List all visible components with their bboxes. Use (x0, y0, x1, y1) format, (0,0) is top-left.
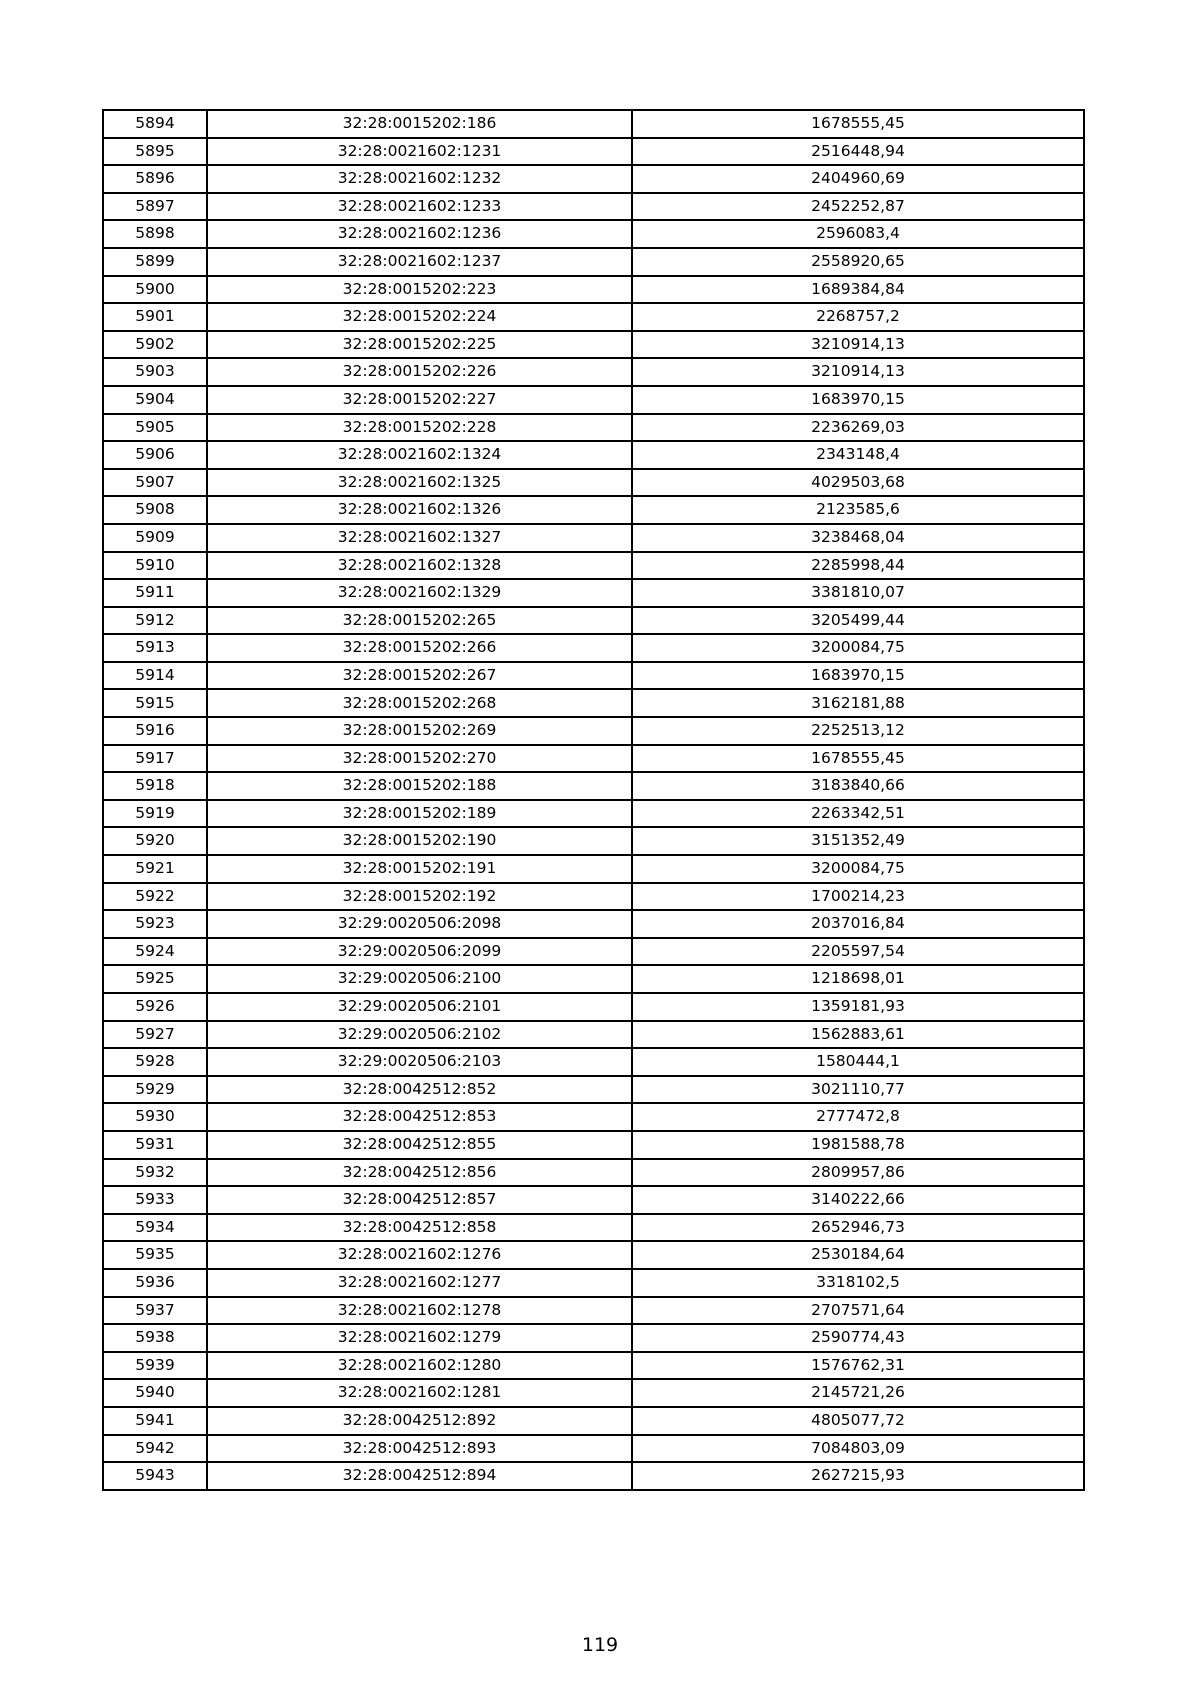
cadastral-value-cell: 3318102,5 (632, 1269, 1084, 1297)
cadastral-value-cell: 2452252,87 (632, 193, 1084, 221)
cadastral-value-cell: 3140222,66 (632, 1186, 1084, 1214)
cadastral-value-cell: 7084803,09 (632, 1435, 1084, 1463)
table-row (103, 717, 1084, 745)
cadastral-value-cell: 3183840,66 (632, 772, 1084, 800)
cadastral-number-cell: 32:28:0015202:265 (207, 607, 632, 635)
cadastral-number-cell: 32:29:0020506:2100 (207, 965, 632, 993)
cadastral-value-cell: 3162181,88 (632, 689, 1084, 717)
cadastral-number-cell: 32:28:0021602:1233 (207, 193, 632, 221)
table-row (103, 1131, 1084, 1159)
row-number-cell: 5905 (103, 414, 207, 442)
table-row (103, 496, 1084, 524)
row-number-cell: 5914 (103, 662, 207, 690)
table-row (103, 827, 1084, 855)
cadastral-number-cell: 32:28:0021602:1279 (207, 1324, 632, 1352)
row-number-cell: 5902 (103, 331, 207, 359)
table-row (103, 1021, 1084, 1049)
row-number-cell: 5939 (103, 1352, 207, 1380)
cadastral-value-cell: 3205499,44 (632, 607, 1084, 635)
table-row (103, 1241, 1084, 1269)
row-number-cell: 5907 (103, 469, 207, 497)
cadastral-value-cell: 3210914,13 (632, 358, 1084, 386)
cadastral-number-cell: 32:28:0021602:1329 (207, 579, 632, 607)
row-number-cell: 5933 (103, 1186, 207, 1214)
table-row (103, 800, 1084, 828)
cadastral-number-cell: 32:28:0042512:858 (207, 1214, 632, 1242)
cadastral-number-cell: 32:28:0021602:1325 (207, 469, 632, 497)
cadastral-number-cell: 32:28:0015202:269 (207, 717, 632, 745)
cadastral-number-cell: 32:28:0015202:225 (207, 331, 632, 359)
table-row (103, 414, 1084, 442)
row-number-cell: 5931 (103, 1131, 207, 1159)
cadastral-value-cell: 2516448,94 (632, 138, 1084, 166)
row-number-cell: 5898 (103, 220, 207, 248)
cadastral-value-cell: 2037016,84 (632, 910, 1084, 938)
table-row (103, 386, 1084, 414)
table-row (103, 883, 1084, 911)
cadastral-value-cell: 2590774,43 (632, 1324, 1084, 1352)
row-number-cell: 5904 (103, 386, 207, 414)
cadastral-value-cell: 1678555,45 (632, 110, 1084, 138)
row-number-cell: 5932 (103, 1159, 207, 1187)
cadastral-number-cell: 32:28:0042512:894 (207, 1462, 632, 1490)
cadastral-value-cell: 3210914,13 (632, 331, 1084, 359)
row-number-cell: 5918 (103, 772, 207, 800)
row-number-cell: 5895 (103, 138, 207, 166)
row-number-cell: 5916 (103, 717, 207, 745)
cadastral-number-cell: 32:28:0015202:192 (207, 883, 632, 911)
row-number-cell: 5903 (103, 358, 207, 386)
cadastral-value-cell: 2252513,12 (632, 717, 1084, 745)
table-row (103, 855, 1084, 883)
row-number-cell: 5897 (103, 193, 207, 221)
table-row (103, 965, 1084, 993)
cadastral-number-cell: 32:28:0015202:190 (207, 827, 632, 855)
cadastral-number-cell: 32:28:0042512:856 (207, 1159, 632, 1187)
cadastral-value-cell: 2268757,2 (632, 303, 1084, 331)
cadastral-number-cell: 32:29:0020506:2101 (207, 993, 632, 1021)
table-row (103, 689, 1084, 717)
cadastral-number-cell: 32:28:0021602:1237 (207, 248, 632, 276)
row-number-cell: 5917 (103, 745, 207, 773)
cadastral-number-cell: 32:28:0015202:268 (207, 689, 632, 717)
cadastral-value-cell: 1683970,15 (632, 662, 1084, 690)
cadastral-value-cell: 1678555,45 (632, 745, 1084, 773)
cadastral-value-cell: 1580444,1 (632, 1048, 1084, 1076)
row-number-cell: 5908 (103, 496, 207, 524)
row-number-cell: 5913 (103, 634, 207, 662)
table-row (103, 634, 1084, 662)
row-number-cell: 5938 (103, 1324, 207, 1352)
row-number-cell: 5919 (103, 800, 207, 828)
cadastral-value-cell: 2145721,26 (632, 1379, 1084, 1407)
table-row (103, 469, 1084, 497)
row-number-cell: 5942 (103, 1435, 207, 1463)
cadastral-number-cell: 32:28:0042512:853 (207, 1103, 632, 1131)
row-number-cell: 5923 (103, 910, 207, 938)
table-row (103, 662, 1084, 690)
table-row (103, 1462, 1084, 1490)
cadastral-value-cell: 2558920,65 (632, 248, 1084, 276)
table-row (103, 1048, 1084, 1076)
table-row (103, 1076, 1084, 1104)
row-number-cell: 5921 (103, 855, 207, 883)
cadastral-value-cell: 2809957,86 (632, 1159, 1084, 1187)
cadastral-number-cell: 32:29:0020506:2098 (207, 910, 632, 938)
cadastral-value-cell: 3200084,75 (632, 855, 1084, 883)
row-number-cell: 5925 (103, 965, 207, 993)
table-row (103, 1297, 1084, 1325)
row-number-cell: 5926 (103, 993, 207, 1021)
row-number-cell: 5909 (103, 524, 207, 552)
row-number-cell: 5924 (103, 938, 207, 966)
row-number-cell: 5912 (103, 607, 207, 635)
table-row (103, 938, 1084, 966)
table-row (103, 1379, 1084, 1407)
cadastral-number-cell: 32:28:0015202:186 (207, 110, 632, 138)
cadastral-number-cell: 32:28:0021602:1278 (207, 1297, 632, 1325)
cadastral-number-cell: 32:28:0015202:223 (207, 276, 632, 304)
table-row (103, 1269, 1084, 1297)
cadastral-value-cell: 2205597,54 (632, 938, 1084, 966)
table-row (103, 772, 1084, 800)
row-number-cell: 5900 (103, 276, 207, 304)
cadastral-value-cell: 2596083,4 (632, 220, 1084, 248)
table-body (103, 110, 1084, 1490)
row-number-cell: 5934 (103, 1214, 207, 1242)
table-row (103, 1407, 1084, 1435)
row-number-cell: 5928 (103, 1048, 207, 1076)
row-number-cell: 5929 (103, 1076, 207, 1104)
cadastral-number-cell: 32:28:0021602:1327 (207, 524, 632, 552)
cadastral-number-cell: 32:28:0015202:228 (207, 414, 632, 442)
cadastral-number-cell: 32:28:0021602:1281 (207, 1379, 632, 1407)
cadastral-value-cell: 4805077,72 (632, 1407, 1084, 1435)
table-row (103, 524, 1084, 552)
cadastral-value-cell: 4029503,68 (632, 469, 1084, 497)
row-number-cell: 5935 (103, 1241, 207, 1269)
cadastral-number-cell: 32:28:0042512:857 (207, 1186, 632, 1214)
cadastral-value-cell: 3021110,77 (632, 1076, 1084, 1104)
cadastral-number-cell: 32:28:0015202:226 (207, 358, 632, 386)
cadastral-value-cell: 1359181,93 (632, 993, 1084, 1021)
table-row (103, 993, 1084, 1021)
cadastral-number-cell: 32:28:0015202:227 (207, 386, 632, 414)
table-row (103, 193, 1084, 221)
table-row (103, 441, 1084, 469)
row-number-cell: 5927 (103, 1021, 207, 1049)
table-row (103, 303, 1084, 331)
row-number-cell: 5910 (103, 552, 207, 580)
cadastral-number-cell: 32:28:0015202:224 (207, 303, 632, 331)
cadastral-number-cell: 32:28:0021602:1276 (207, 1241, 632, 1269)
table-row (103, 110, 1084, 138)
row-number-cell: 5922 (103, 883, 207, 911)
cadastral-value-cell: 3238468,04 (632, 524, 1084, 552)
row-number-cell: 5937 (103, 1297, 207, 1325)
row-number-cell: 5899 (103, 248, 207, 276)
table-row (103, 1186, 1084, 1214)
table-row (103, 276, 1084, 304)
row-number-cell: 5911 (103, 579, 207, 607)
cadastral-number-cell: 32:28:0021602:1231 (207, 138, 632, 166)
cadastral-value-cell: 3200084,75 (632, 634, 1084, 662)
cadastral-number-cell: 32:28:0021602:1280 (207, 1352, 632, 1380)
cadastral-number-cell: 32:28:0042512:852 (207, 1076, 632, 1104)
cadastral-number-cell: 32:29:0020506:2099 (207, 938, 632, 966)
cadastral-value-cell: 2404960,69 (632, 165, 1084, 193)
cadastral-number-cell: 32:28:0042512:893 (207, 1435, 632, 1463)
cadastral-value-cell: 2236269,03 (632, 414, 1084, 442)
row-number-cell: 5940 (103, 1379, 207, 1407)
cadastral-number-cell: 32:28:0042512:855 (207, 1131, 632, 1159)
row-number-cell: 5930 (103, 1103, 207, 1131)
table-row (103, 552, 1084, 580)
table-row (103, 579, 1084, 607)
cadastral-value-cell: 1683970,15 (632, 386, 1084, 414)
cadastral-value-cell: 2263342,51 (632, 800, 1084, 828)
cadastral-number-cell: 32:28:0015202:188 (207, 772, 632, 800)
row-number-cell: 5920 (103, 827, 207, 855)
table-row (103, 1435, 1084, 1463)
cadastral-number-cell: 32:28:0015202:189 (207, 800, 632, 828)
table-row (103, 138, 1084, 166)
row-number-cell: 5943 (103, 1462, 207, 1490)
table-row (103, 745, 1084, 773)
cadastral-number-cell: 32:28:0021602:1328 (207, 552, 632, 580)
cadastral-number-cell: 32:28:0021602:1232 (207, 165, 632, 193)
cadastral-number-cell: 32:28:0021602:1236 (207, 220, 632, 248)
table-row (103, 220, 1084, 248)
cadastral-number-cell: 32:29:0020506:2102 (207, 1021, 632, 1049)
cadastral-number-cell: 32:28:0015202:266 (207, 634, 632, 662)
table-row (103, 910, 1084, 938)
cadastral-value-cell: 3381810,07 (632, 579, 1084, 607)
cadastral-value-cell: 1576762,31 (632, 1352, 1084, 1380)
row-number-cell: 5915 (103, 689, 207, 717)
cadastral-value-cell: 1981588,78 (632, 1131, 1084, 1159)
cadastral-number-cell: 32:28:0021602:1326 (207, 496, 632, 524)
cadastral-value-cell: 1218698,01 (632, 965, 1084, 993)
cadastral-value-cell: 2777472,8 (632, 1103, 1084, 1131)
cadastral-number-cell: 32:28:0021602:1324 (207, 441, 632, 469)
row-number-cell: 5941 (103, 1407, 207, 1435)
table-row (103, 331, 1084, 359)
cadastral-value-cell: 1562883,61 (632, 1021, 1084, 1049)
cadastral-value-cell: 2627215,93 (632, 1462, 1084, 1490)
cadastral-number-cell: 32:28:0021602:1277 (207, 1269, 632, 1297)
table-row (103, 1352, 1084, 1380)
cadastral-value-table (102, 109, 1085, 1491)
cadastral-value-cell: 2530184,64 (632, 1241, 1084, 1269)
cadastral-value-cell: 2123585,6 (632, 496, 1084, 524)
table-row (103, 607, 1084, 635)
cadastral-number-cell: 32:28:0015202:270 (207, 745, 632, 773)
cadastral-number-cell: 32:28:0042512:892 (207, 1407, 632, 1435)
cadastral-value-cell: 2652946,73 (632, 1214, 1084, 1242)
cadastral-value-cell: 2707571,64 (632, 1297, 1084, 1325)
table-row (103, 358, 1084, 386)
row-number-cell: 5906 (103, 441, 207, 469)
page-number: 119 (581, 1634, 619, 1656)
row-number-cell: 5901 (103, 303, 207, 331)
table-row (103, 1159, 1084, 1187)
cadastral-value-cell: 1689384,84 (632, 276, 1084, 304)
cadastral-number-cell: 32:28:0015202:267 (207, 662, 632, 690)
cadastral-value-cell: 2343148,4 (632, 441, 1084, 469)
table-row (103, 1214, 1084, 1242)
row-number-cell: 5936 (103, 1269, 207, 1297)
cadastral-number-cell: 32:28:0015202:191 (207, 855, 632, 883)
cadastral-value-cell: 3151352,49 (632, 827, 1084, 855)
table-row (103, 248, 1084, 276)
table-row (103, 165, 1084, 193)
row-number-cell: 5896 (103, 165, 207, 193)
row-number-cell: 5894 (103, 110, 207, 138)
table-row (103, 1324, 1084, 1352)
cadastral-value-cell: 2285998,44 (632, 552, 1084, 580)
table-row (103, 1103, 1084, 1131)
cadastral-number-cell: 32:29:0020506:2103 (207, 1048, 632, 1076)
cadastral-value-cell: 1700214,23 (632, 883, 1084, 911)
